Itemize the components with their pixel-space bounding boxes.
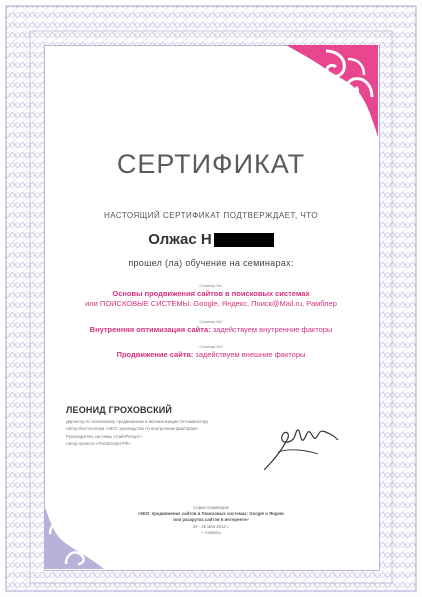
series-dates: 23 - 25 мая 2012 г. bbox=[192, 523, 230, 529]
seminar-subtitle-prefix: или bbox=[85, 299, 100, 308]
seminar-title-rest: задействуем внутренние факторы bbox=[210, 325, 333, 334]
director-name: ЛЕОНИД ГРОХОВСКИЙ bbox=[66, 405, 173, 415]
seminar-number: Семинар №1 bbox=[199, 284, 223, 288]
seminar-number: Семинар №3 bbox=[199, 345, 223, 349]
series-footer bbox=[44, 505, 378, 536]
series-title-line: «SEO: продвижение сайтов в Поисковых системах: Google и Яндекс bbox=[137, 511, 285, 517]
seminar-subtitle bbox=[44, 299, 378, 309]
series-city: г. Алматы bbox=[201, 529, 221, 535]
recipient-row bbox=[44, 231, 378, 248]
seminar-number: Семинар №2 bbox=[199, 320, 223, 324]
seminar-title-bold: Продвижение сайта: bbox=[116, 350, 194, 359]
ornament-corner-icon bbox=[286, 45, 378, 137]
credit-line: Автор проекта «ТопЭксперт.РФ» bbox=[66, 441, 131, 447]
credit-line: Директор по поисковому продвижению и автоматизации Оптимизатору bbox=[66, 419, 209, 424]
confirms-text: НАСТОЯЩИЙ СЕРТИФИКАТ ПОДТВЕРЖДАЕТ, ЧТО bbox=[103, 211, 319, 220]
series-title-line: или раскрутка сайтов в интернете» bbox=[173, 517, 249, 523]
seminar-title bbox=[44, 325, 378, 335]
seminar-title-rest: задействуем внешние факторы bbox=[193, 350, 306, 359]
seminar-title: Основы продвижения сайтов в поисковых системах bbox=[112, 289, 310, 298]
credit-line: Автор бестселлера «SEO: руководство по внутренним факторам» bbox=[66, 426, 199, 432]
seminar-subtitle-rest: ПОИСКОВЫЕ СИСТЕМЫ: Google, Яндекс, Поиск@Mail.ru, Рамблер bbox=[99, 299, 337, 308]
completed-text: прошел (ла) обучение на семинарах: bbox=[128, 258, 294, 268]
seminar-title-bold: Внутренняя оптимизация сайта: bbox=[89, 325, 211, 334]
credit-line: Руководитель системы «СайтРепорт» bbox=[66, 433, 142, 439]
certificate-title: СЕРТИФИКАТ bbox=[116, 149, 306, 179]
redaction-bar bbox=[214, 233, 274, 247]
seminar-3 bbox=[44, 345, 378, 360]
signature-icon bbox=[260, 420, 340, 476]
seminar-2 bbox=[44, 320, 378, 335]
seminar-1 bbox=[44, 284, 378, 309]
director-credits bbox=[66, 418, 208, 448]
series-label: Серия семинаров bbox=[193, 505, 229, 510]
seminar-title bbox=[44, 350, 378, 360]
recipient-name: Олжас Н bbox=[148, 231, 212, 248]
